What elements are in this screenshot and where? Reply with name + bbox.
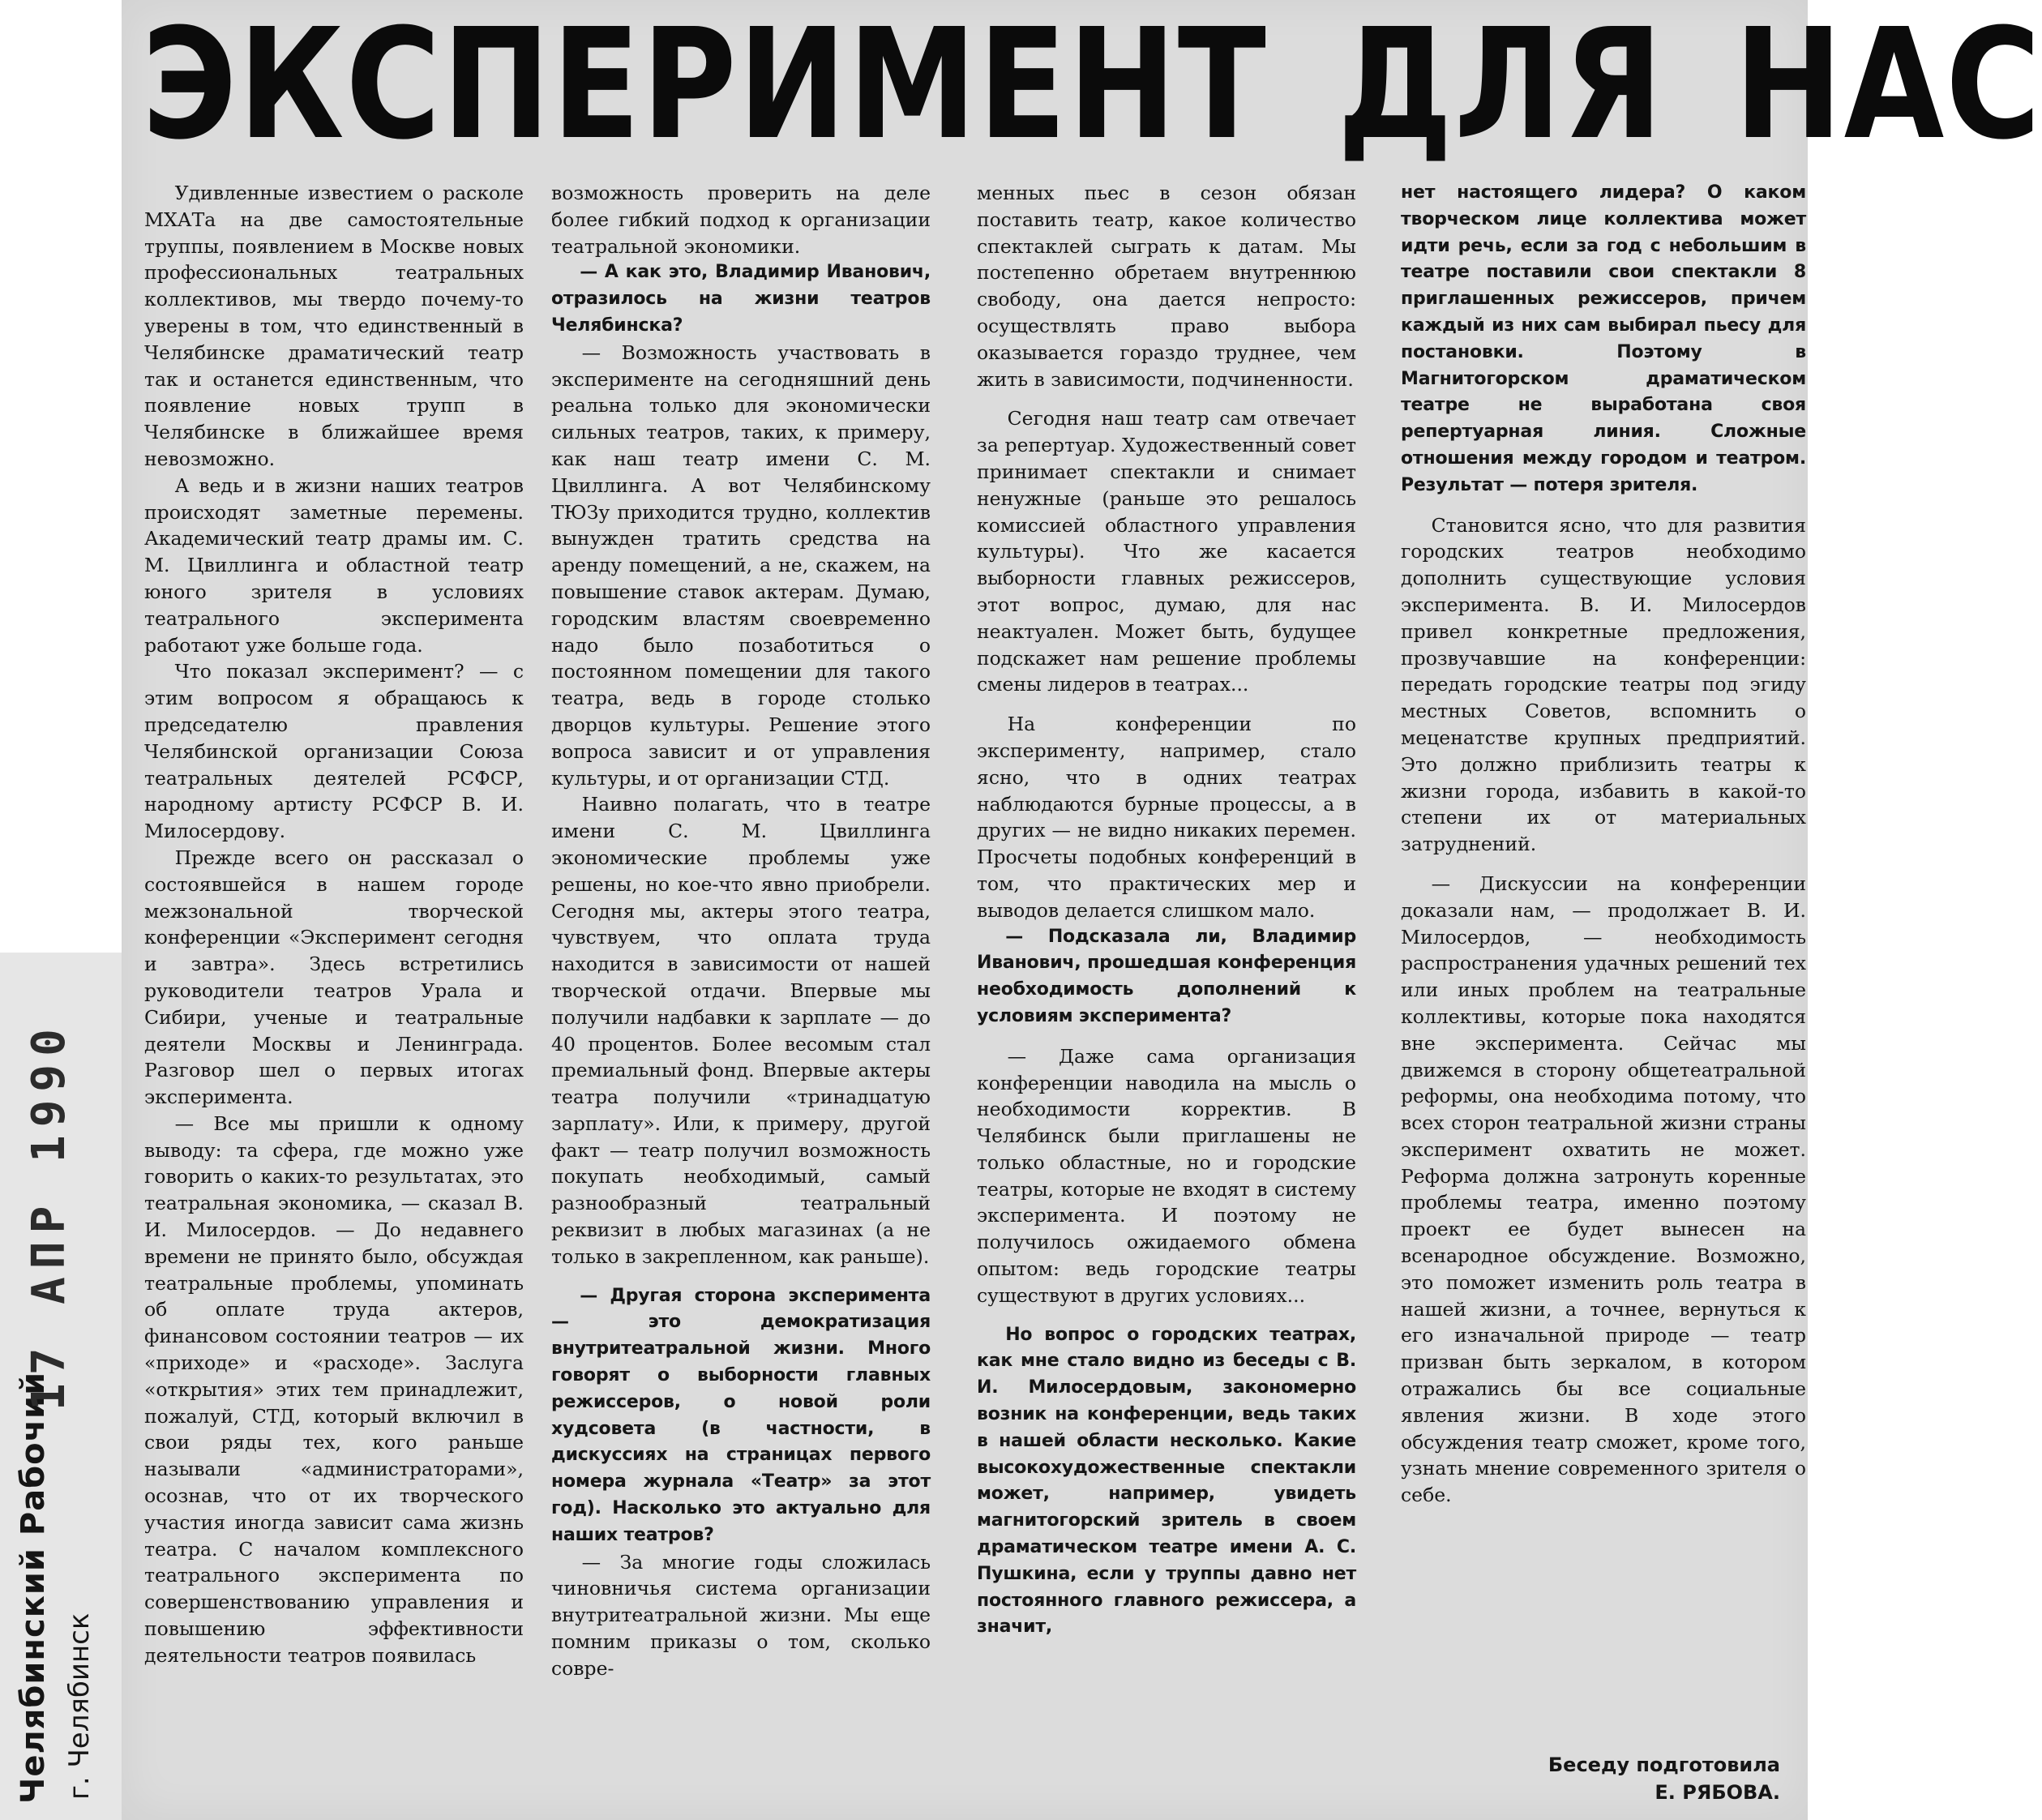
bold-paragraph: нет настоящего лидера? О каком творческом лице коллектива может идти речь, если за год с небольшим в театре поставили свои спектакли 8 приглашенных режиссеров, причем каждый из них сам выбирал пьесу для постановки. Поэтому в Магнитогорском драматическом театре не выработана своя репертуарная линия. Сложные отношения между городом и театром. Результат — потеря зрителя. <box>1401 182 1806 495</box>
paragraph: возможность проверить на деле более гибкий подход к организации театральной экономики. <box>551 182 931 258</box>
signature <box>1401 1751 1780 1806</box>
question-paragraph: — Другая сторона эксперимента — это демократизация внутритеатральной жизни. Много говорят о выборности главных режиссеров, о новой роли худсовета (в частности, в дискуссиях на страницах первого номера журнала «Театр» за этот год). Насколько это актуально для наших театров? <box>551 1285 931 1545</box>
paragraph: А ведь и в жизни наших театров происходят заметные перемены. Академический театр драмы им. С. М. Цвиллинга и областной театр юного зрителя в условиях театрального эксперимента работают уже больше года. <box>144 473 524 657</box>
paragraph: Становится ясно, что для развития городских театров необходимо дополнить существующие условия эксперимента. В. И. Милосердов привел конкретные предложения, прозвучавшие на конференции: передать городские театры под эгиду местных Советов, вспомнить о меценатстве крупных предприятий. Это должно приблизить театры к жизни города, избавить в какой-то степени их от материальных затруднений. <box>1401 513 1806 856</box>
paragraph: — За многие годы сложилась чиновничья система организации внутритеатральной жизни. Мы еще помним приказы о том, сколько совре- <box>551 1550 931 1680</box>
paragraph: На конференции по эксперименту, например, стало ясно, что в одних театрах наблюдаются бурные процессы, а в других — не видно никаких перемен. Просчеты подобных конференций в том, что практических мер и выводов делается слишком мало. <box>977 713 1356 922</box>
author-name: Е. РЯБОВА. <box>1655 1781 1780 1804</box>
paragraph: — Возможность участвовать в эксперименте на сегодняшний день реальна только для экономически сильных театров, таких, к примеру, как наш театр имени С. М. Цвиллинга. А вот Челябинскому ТЮЗу приходится трудно, коллектив вынужден тратить средства на аренду помещений, а не, скажем, на повышение ставок актерам. Думаю, городским властям своевременно надо было позаботиться о постоянном помещении для такого театра, ведь в городе столько дворцов культуры. Решение этого вопроса зависит и от управления культуры, и от организации СТД. <box>551 340 931 790</box>
text-column-3 <box>977 180 1356 1819</box>
signature-line: Беседу подготовила <box>1548 1754 1780 1776</box>
paragraph: Сегодня наш театр сам отвечает за репертуар. Художественный совет принимает спектакли и снимает ненужные (раньше это решалось комиссией областного управления культуры). Что же касается выборности главных режиссеров, этот вопрос, думаю, для нас неактуален. Может быть, будущее подскажет нам решение проблемы смены лидеров в театрах... <box>977 407 1356 696</box>
paragraph: — Даже сама организация конференции наводила на мысль о необходимости корректив. В Челябинск были приглашены не только областные, но и городские театры, которые не входят в систему эксперимента. И поэтому не получилось ожидаемого обмена опытом: ведь городские театры существуют в других условиях... <box>977 1044 1356 1307</box>
paragraph: Прежде всего он рассказал о состоявшейся в нашем городе межзональной творческой конференции «Эксперимент сегодня и завтра». Здесь встретились руководители театров Урала и Сибири, ученые и театральные деятели Москвы и Ленинграда. Разговор шел о первых итогах эксперимента. <box>144 846 524 1109</box>
paragraph: — Все мы пришли к одному выводу: та сфера, где можно уже говорить о каких-то результатах, это театральная экономика, — сказал В. И. Милосердов. — До недавнего времени не принято было, обсуждая театральные проблемы, упоминать об оплате труда актеров, финансовом состоянии театров — их «приходе» и «расходе». Заслуга «открытия» этих тем принадлежит, пожалуй, СТД, который включил в свои ряды тех, кого раньше называли «администраторами», осознав, что от их творческого участия иногда зависит сама жизнь театра. С началом комплексного театрального эксперимента по совершенствованию управления и повышению эффективности деятельности театров появилась <box>144 1111 524 1667</box>
paragraph: менных пьес в сезон обязан поставить театр, какое количество спектаклей сыграть к датам. Мы постепенно обретаем внутреннюю свободу, она дается непросто: осуществлять право выбора оказывается гораздо труднее, чем жить в зависимости, подчиненности. <box>977 182 1356 391</box>
newspaper-name: Челябинский Рабочий <box>15 1371 52 1804</box>
bold-paragraph: Но вопрос о городских театрах, как мне стало видно из беседы с В. И. Милосердовым, закономерно возник на конференции, ведь таких в нашей области несколько. Какие высокохудожественные спектакли может, например, увидеть магнитогорский зритель в своем драматическом театре имени А. С. Пушкина, если у труппы давно нет постоянного главного режиссера, а значит, <box>977 1324 1356 1638</box>
question-paragraph: — Подсказала ли, Владимир Иванович, прошедшая конференция необходимость дополнений к условиям эксперимента? <box>977 926 1356 1026</box>
paragraph: Удивленные известием о расколе МХАТа на две самостоятельные труппы, появлением в Москве новых профессиональных театральных коллективов, мы твердо почему-то уверены в том, что единственный в Челябинске драматический театр так и останется единственным, что появление новых трупп в Челябинске в ближайшее время невозможно. <box>144 182 524 470</box>
side-stamp <box>0 953 122 1820</box>
question-paragraph: — А как это, Владимир Иванович, отразилось на жизни театров Челябинска? <box>551 262 931 336</box>
paragraph: — Дискуссии на конференции доказали нам, — продолжает В. И. Милосердов, — необходимость распространения удачных решений тех или иных проблем на театральные коллективы, которые пока находятся вне эксперимента. Сейчас мы движемся в сторону общетеатральной реформы, она необходима потому, что всех сторон театральной жизни страны эксперимент охватить не может. Реформа должна затронуть коренные проблемы театра, именно поэтому проект ее будет вынесен на всенародное обсуждение. Возможно, это поможет изменить роль театра в нашей жизни, а точнее, вернуться к его изначальной природе — театр призван быть зеркалом, в котором отражались бы все социальные явления жизни. В ходе этого обсуждения театр сможет, кроме того, узнать мнение современного зрителя о себе. <box>1401 871 1806 1507</box>
date-stamp: 17 АПР 1990 <box>23 1021 75 1411</box>
city-name: г. Челябинск <box>63 1612 96 1800</box>
text-column-2 <box>551 180 931 1819</box>
paragraph: Что показал эксперимент? — с этим вопросом я обращаюсь к председателю правления Челябинской организации Союза театральных деятелей РСФСР, народному артисту РСФСР В. И. Милосердову. <box>144 660 524 843</box>
paragraph: Наивно полагать, что в театре имени С. М. Цвиллинга экономические проблемы уже решены, но кое-что явно приобрели. Сегодня мы, актеры этого театра, чувствуем, что оплата труда находится в зависимости от нашей творческой отдачи. Впервые мы получили надбавки к зарплате — до 40 процентов. Более весомым стал премиальный фонд. Впервые актеры театра получили «тринадцатую зарплату». Или, к примеру, другой факт — театр получил возможность покупать необходимый, самый разнообразный театральный реквизит в любых магазинах (а не только в закрепленном, как раньше). <box>551 793 931 1268</box>
text-column-4 <box>1401 180 1806 1819</box>
text-column-1 <box>144 180 524 1819</box>
headline: ЭКСПЕРИМЕНТ ДЛЯ НАС <box>142 0 2042 173</box>
